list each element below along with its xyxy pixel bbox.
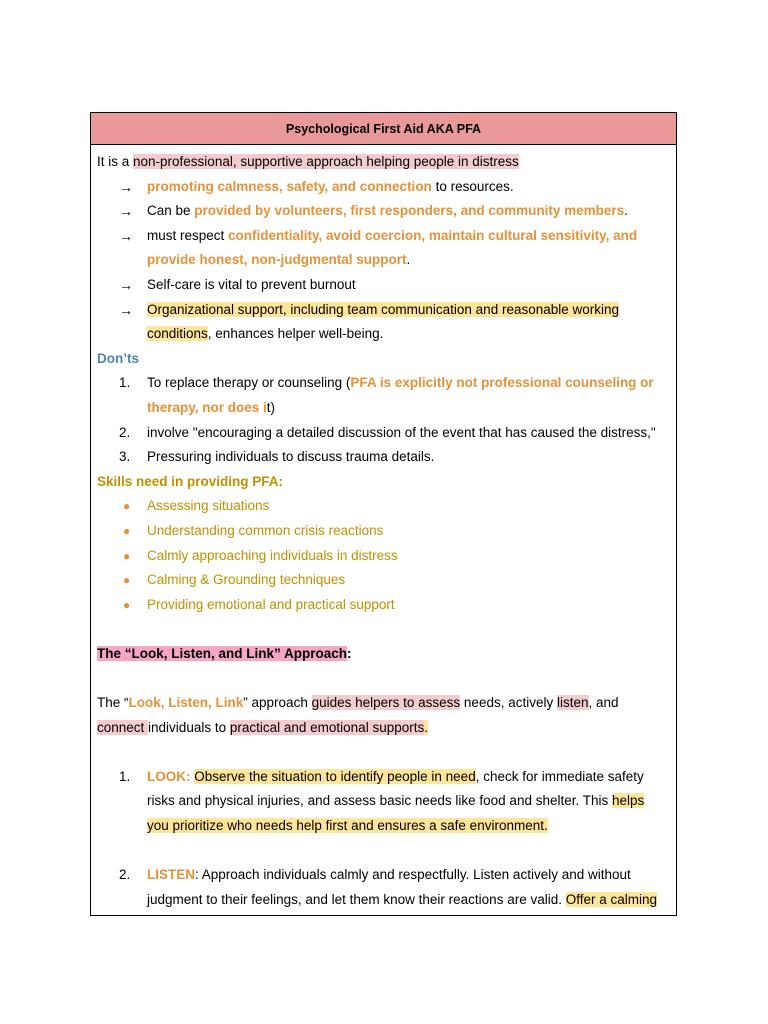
list-number: 3. <box>119 449 131 465</box>
donts-item-2-text: involve "encouraging a detailed discussion of the event that has caused the distress," <box>147 424 656 440</box>
point-4 <box>97 273 670 298</box>
look-highlight: Observe the situation to identify people in need <box>194 768 476 784</box>
skills-item-3 <box>97 544 670 569</box>
skills-item-text: Calmly approaching individuals in distress <box>147 547 398 563</box>
arrow-icon: → <box>119 227 133 244</box>
listen-label: LISTEN <box>147 867 196 883</box>
look-label: LOOK: <box>147 768 191 784</box>
arrow-icon: → <box>119 203 133 220</box>
skills-item-5 <box>97 593 670 618</box>
point-5-cont <box>97 322 670 347</box>
point-5 <box>97 298 670 323</box>
point-3-highlight: confidentiality, avoid coercion, maintain cultural sensitivity, and <box>228 227 638 243</box>
look-item <box>97 765 670 790</box>
list-number: 2. <box>119 867 131 883</box>
para-highlight-pink: guides helpers to assess <box>311 695 461 711</box>
arrow-icon: → <box>119 301 133 318</box>
para-highlight: Look, Listen, Link <box>128 695 244 711</box>
document-content <box>91 145 676 912</box>
listen-highlight: Offer a calming <box>565 891 658 907</box>
point-2 <box>97 199 670 224</box>
skills-item-text: Providing emotional and practical support <box>147 596 395 612</box>
intro-line <box>97 150 670 175</box>
pfa-document-box <box>90 112 677 916</box>
look-item-cont <box>97 789 670 814</box>
skills-heading: Skills need in providing PFA: <box>97 473 284 489</box>
listen-text: : Approach individuals calmly and respectfully. Listen actively and without <box>195 867 631 883</box>
spacer <box>97 617 670 642</box>
list-number: 1. <box>119 768 131 784</box>
point-1 <box>97 175 670 200</box>
skills-item-text: Calming & Grounding techniques <box>147 572 346 588</box>
look-item-cont-2 <box>97 814 670 839</box>
donts-item-1-highlight: PFA is explicitly not professional counseling or <box>350 375 654 391</box>
listen-text-cont: judgment to their feelings, and let them know their reactions are valid. <box>147 891 566 907</box>
skills-item-text: Assessing situations <box>147 498 270 514</box>
point-1-text: to resources. <box>431 178 514 194</box>
donts-item-1-end: t) <box>266 399 276 415</box>
para-text: needs, actively <box>460 695 557 711</box>
list-number: 1. <box>119 375 131 391</box>
skills-item-text: Understanding common crisis reactions <box>147 522 384 538</box>
look-highlight-2: helps <box>612 793 645 809</box>
skills-item-1 <box>97 494 670 519</box>
bullet-icon: ● <box>123 597 131 612</box>
approach-heading <box>97 642 670 667</box>
approach-para-line-2 <box>97 716 670 741</box>
point-3-end: . <box>406 252 411 268</box>
bullet-icon: ● <box>123 573 131 588</box>
point-3-cont <box>97 248 670 273</box>
arrow-icon: → <box>119 276 133 293</box>
donts-item-2 <box>97 421 670 446</box>
point-4-text: Self-care is vital to prevent burnout <box>147 276 356 292</box>
point-3-text: must respect <box>147 227 229 243</box>
point-5-end: , enhances helper well-being. <box>207 326 384 342</box>
approach-para-line-1 <box>97 691 670 716</box>
point-2-end: . <box>624 203 628 219</box>
look-text-cont: risks and physical injuries, and assess basic needs like food and shelter. This <box>147 793 612 809</box>
para-text: , and <box>588 695 619 711</box>
intro-highlight: non-professional, supportive approach helping people in distress <box>133 154 519 169</box>
point-2-text: Can be <box>147 203 195 219</box>
point-2-highlight: provided by volunteers, first responders, and community members <box>194 203 625 219</box>
intro-text: It is a <box>97 154 134 169</box>
arrow-icon: → <box>119 178 133 195</box>
bullet-icon: ● <box>123 523 131 538</box>
list-number: 2. <box>119 424 131 440</box>
approach-heading-colon: : <box>347 645 352 661</box>
donts-item-3-text: Pressuring individuals to discuss trauma details. <box>147 449 435 465</box>
donts-item-1-cont <box>97 396 670 421</box>
skills-item-4 <box>97 568 670 593</box>
approach-heading-text: The “Look, Listen, and Link” Approach <box>97 645 348 661</box>
para-text: The “ <box>97 695 129 711</box>
donts-item-3 <box>97 445 670 470</box>
listen-item <box>97 863 670 888</box>
donts-heading: Don’ts <box>97 350 139 366</box>
para-text: ” approach <box>243 695 312 711</box>
skills-item-2 <box>97 519 670 544</box>
point-1-highlight: promoting calmness, safety, and connection <box>147 178 432 194</box>
spacer <box>97 740 670 765</box>
para-end: . <box>424 719 428 735</box>
spacer <box>97 666 670 691</box>
bullet-icon: ● <box>123 499 131 514</box>
point-3 <box>97 224 670 249</box>
para-highlight-pink: connect <box>97 719 149 735</box>
point-5-highlight-cont: conditions <box>147 326 208 342</box>
donts-item-1 <box>97 371 670 396</box>
document-title: Psychological First Aid AKA PFA <box>91 113 676 145</box>
point-5-highlight: Organizational support, including team communication and reasonable working <box>147 301 620 317</box>
look-text: , check for immediate safety <box>475 768 644 784</box>
para-highlight-pink: listen <box>556 695 589 711</box>
donts-item-1-highlight-cont: therapy, nor does i <box>147 399 267 415</box>
spacer <box>97 839 670 864</box>
listen-item-cont <box>97 888 670 913</box>
para-text: individuals to <box>148 719 230 735</box>
bullet-icon: ● <box>123 548 131 563</box>
donts-item-1-text: To replace therapy or counseling ( <box>147 375 351 391</box>
para-highlight-pink: practical and emotional supports <box>229 719 425 735</box>
point-3-highlight-cont: provide honest, non-judgmental support <box>147 252 407 268</box>
look-highlight-3: you prioritize who needs help first and ensures a safe environment. <box>147 818 548 834</box>
